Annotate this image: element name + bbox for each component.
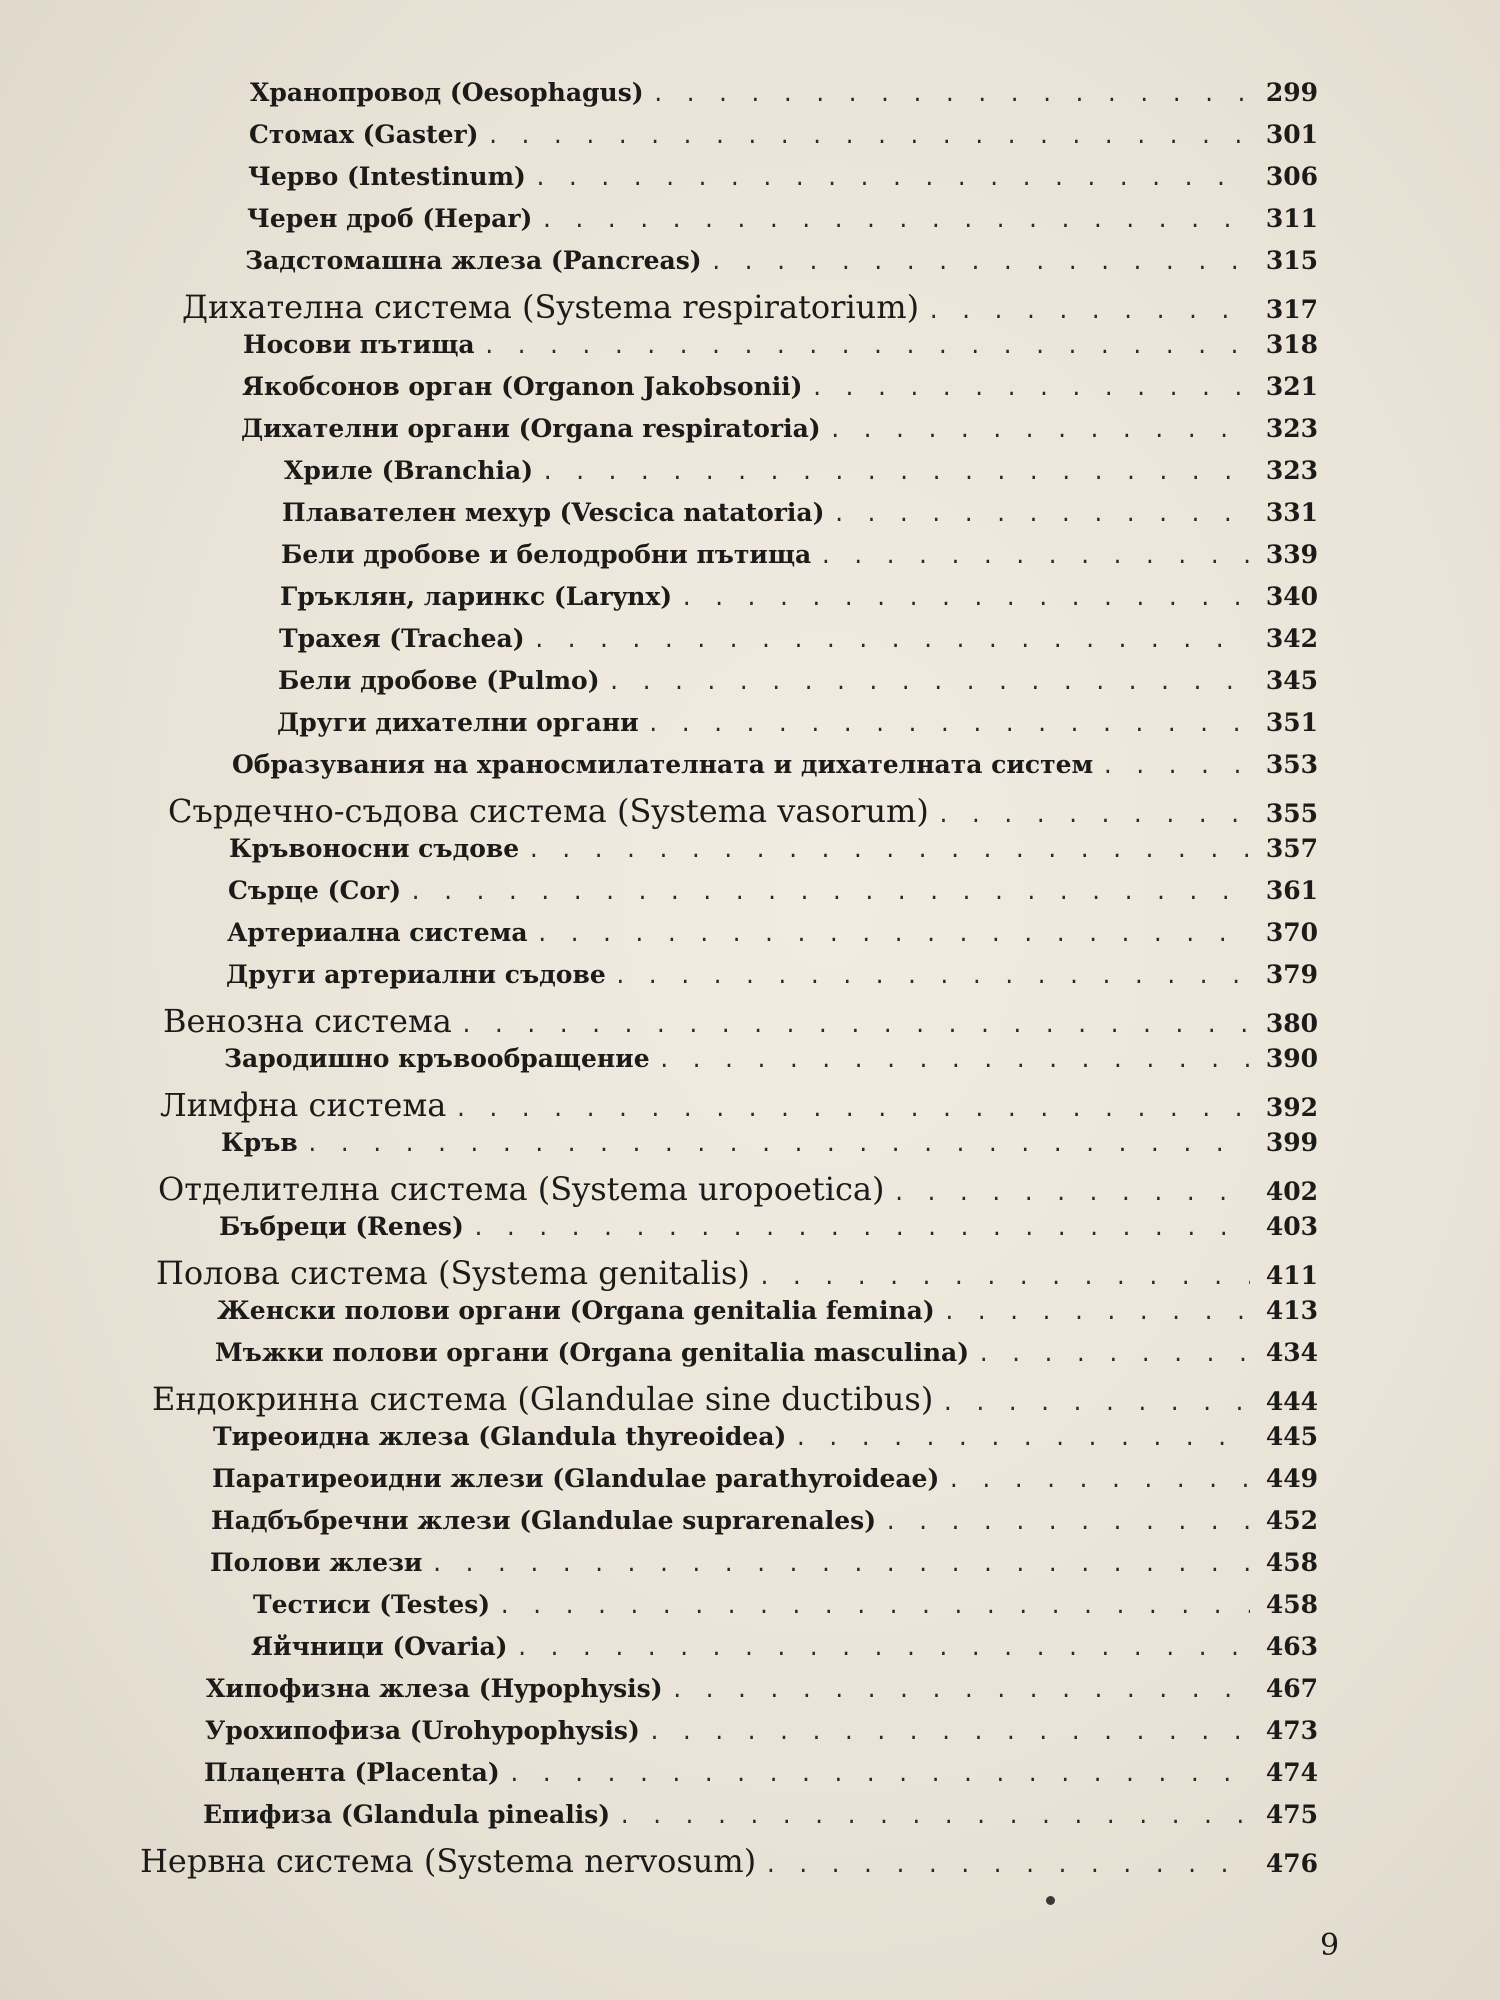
toc-entry xyxy=(0,1380,1318,1422)
dot-leader xyxy=(884,1511,1250,1536)
toc-entry xyxy=(0,1800,1318,1842)
toc-entry-page: 399 xyxy=(1265,1128,1318,1157)
toc-entry xyxy=(0,750,1318,792)
dot-leader xyxy=(648,1721,1250,1746)
toc-entry xyxy=(0,330,1318,372)
toc-entry-page: 351 xyxy=(1265,708,1318,737)
toc-entry-title: Дихателна система (Systema respiratorium) xyxy=(182,288,920,326)
dot-leader xyxy=(536,923,1250,948)
dot-leader xyxy=(819,545,1250,570)
toc-entry-page: 467 xyxy=(1265,1674,1318,1703)
toc-entry-page: 345 xyxy=(1265,666,1318,695)
toc-entry-title: Задстомашна жлеза (Pancreas) xyxy=(245,246,702,275)
toc-entry-page: 370 xyxy=(1265,918,1318,947)
toc-entry-page: 445 xyxy=(1265,1422,1318,1451)
dot-leader xyxy=(498,1595,1250,1620)
toc-entry-page: 476 xyxy=(1265,1849,1318,1878)
toc-entry-page: 315 xyxy=(1265,246,1318,275)
toc-entry-title: Бъбреци (Renes) xyxy=(219,1212,464,1241)
toc-entry xyxy=(0,1590,1318,1632)
toc-entry xyxy=(0,1758,1318,1800)
toc-entry xyxy=(0,1716,1318,1758)
toc-entry xyxy=(0,288,1318,330)
dot-leader xyxy=(832,503,1250,528)
toc-entry-title: Полови жлези xyxy=(210,1548,423,1577)
toc-entry-title: Хипофизна жлеза (Hypophysis) xyxy=(206,1674,663,1703)
toc-entry xyxy=(0,918,1318,960)
toc-entry xyxy=(0,120,1318,162)
toc-entry xyxy=(0,162,1318,204)
toc-entry xyxy=(0,1002,1318,1044)
toc-entry xyxy=(0,708,1318,750)
toc-entry xyxy=(0,582,1318,624)
toc-entry-title: Урохипофиза (Urohypophysis) xyxy=(205,1716,640,1745)
toc-entry-title: Паратиреоидни жлези (Glandulae parathyroideae) xyxy=(212,1464,940,1493)
dot-leader xyxy=(829,419,1250,444)
toc-entry-page: 473 xyxy=(1265,1716,1318,1745)
toc-entry-page: 403 xyxy=(1265,1212,1318,1241)
toc-entry-title: Стомах (Gaster) xyxy=(249,120,479,149)
toc-entry xyxy=(0,1548,1318,1590)
toc-entry xyxy=(0,1296,1318,1338)
toc-entry-page: 444 xyxy=(1265,1387,1318,1416)
toc-entry-page: 402 xyxy=(1265,1177,1318,1206)
dot-leader xyxy=(534,167,1250,192)
toc-entry xyxy=(0,876,1318,918)
toc-entry-page: 434 xyxy=(1265,1338,1318,1367)
toc-entry-page: 392 xyxy=(1265,1093,1318,1122)
dot-leader xyxy=(527,839,1250,864)
toc-entry xyxy=(0,1464,1318,1506)
toc-entry xyxy=(0,1212,1318,1254)
toc-entry-title: Артериална система xyxy=(227,918,528,947)
toc-entry xyxy=(0,204,1318,246)
dot-leader xyxy=(671,1679,1250,1704)
toc-entry-title: Венозна система xyxy=(163,1002,452,1040)
toc-entry-title: Носови пътища xyxy=(243,330,475,359)
dot-leader xyxy=(460,1014,1250,1039)
toc-entry xyxy=(0,1254,1318,1296)
toc-entry-page: 306 xyxy=(1265,162,1318,191)
toc-entry xyxy=(0,414,1318,456)
toc-entry-page: 452 xyxy=(1265,1506,1318,1535)
toc-entry-title: Зародишно кръвообращение xyxy=(224,1044,650,1073)
toc-entry xyxy=(0,792,1318,834)
toc-entry-page: 331 xyxy=(1265,498,1318,527)
dot-leader xyxy=(540,209,1250,234)
toc-entry xyxy=(0,1842,1318,1884)
toc-entry-title: Надбъбречни жлези (Glandulae suprarenales) xyxy=(211,1506,877,1535)
toc-entry xyxy=(0,246,1318,288)
dot-leader xyxy=(758,1266,1250,1291)
toc-entry-title: Гръклян, ларинкс (Larynx) xyxy=(280,582,673,611)
toc-entry-page: 311 xyxy=(1265,204,1318,233)
toc-entry-title: Образувания на храносмилателната и дихателната систем xyxy=(232,750,1094,779)
dot-leader xyxy=(977,1343,1250,1368)
dot-leader xyxy=(794,1427,1250,1452)
toc-entry-page: 323 xyxy=(1265,456,1318,485)
toc-entry-title: Сърдечно-съдова система (Systema vasorum) xyxy=(168,792,929,830)
toc-entry xyxy=(0,1338,1318,1380)
toc-entry-page: 390 xyxy=(1265,1044,1318,1073)
toc-entry-page: 413 xyxy=(1265,1296,1318,1325)
toc-entry-title: Хриле (Branchia) xyxy=(284,456,534,485)
toc-entry xyxy=(0,498,1318,540)
toc-entry-title: Мъжки полови органи (Organa genitalia masculina) xyxy=(215,1338,970,1367)
toc-entry-page: 299 xyxy=(1265,78,1318,107)
toc-entry-page: 317 xyxy=(1265,295,1318,324)
toc-entry-page: 355 xyxy=(1265,799,1318,828)
toc-entry-title: Кръвоносни съдове xyxy=(229,834,520,863)
dot-leader xyxy=(472,1217,1250,1242)
toc-entry-page: 321 xyxy=(1265,372,1318,401)
dot-leader xyxy=(680,587,1250,612)
toc-entry xyxy=(0,1632,1318,1674)
toc-entry xyxy=(0,1044,1318,1086)
dot-leader xyxy=(1101,755,1250,780)
dot-leader xyxy=(764,1854,1250,1879)
toc-entry-title: Отделителна система (Systema uropoetica) xyxy=(158,1170,885,1208)
toc-entry-page: 379 xyxy=(1265,960,1318,989)
dot-leader xyxy=(430,1553,1250,1578)
dot-leader xyxy=(647,713,1250,738)
toc-entry-title: Якобсонов орган (Organon Jakobsonii) xyxy=(242,372,803,401)
toc-entry xyxy=(0,1506,1318,1548)
toc-entry-title: Епифиза (Glandula pinealis) xyxy=(203,1800,611,1829)
toc-entry-page: 380 xyxy=(1265,1009,1318,1038)
toc-entry-title: Ендокринна система (Glandulae sine ductibus) xyxy=(152,1380,934,1418)
dot-leader xyxy=(892,1182,1250,1207)
toc-entry-title: Плавателен мехур (Vescica natatoria) xyxy=(282,498,825,527)
toc-entry-title: Дихателни органи (Organa respiratoria) xyxy=(241,414,821,443)
dot-leader xyxy=(608,671,1250,696)
toc-entry-page: 458 xyxy=(1265,1590,1318,1619)
toc-entry-title: Черен дроб (Hepar) xyxy=(247,204,533,233)
toc-entry-title: Полова система (Systema genitalis) xyxy=(156,1254,750,1292)
toc-entry-page: 463 xyxy=(1265,1632,1318,1661)
toc-entry-page: 301 xyxy=(1265,120,1318,149)
toc-entry-page: 339 xyxy=(1265,540,1318,569)
toc-entry-title: Плацента (Placenta) xyxy=(204,1758,500,1787)
toc-entry-title: Сърце (Cor) xyxy=(228,876,402,905)
toc-entry-title: Други дихателни органи xyxy=(277,708,639,737)
toc-entry-page: 318 xyxy=(1265,330,1318,359)
toc-entry xyxy=(0,960,1318,1002)
toc-entry-title: Лимфна система xyxy=(160,1086,447,1124)
toc-entry-page: 361 xyxy=(1265,876,1318,905)
dot-leader xyxy=(652,83,1250,108)
dot-leader xyxy=(508,1763,1250,1788)
dot-leader xyxy=(409,881,1250,906)
toc-entry xyxy=(0,1128,1318,1170)
toc-entry-page: 475 xyxy=(1265,1800,1318,1829)
toc-entry-page: 458 xyxy=(1265,1548,1318,1577)
toc-entry-title: Бели дробове (Pulmo) xyxy=(278,666,600,695)
toc-entry xyxy=(0,78,1318,120)
toc-entry xyxy=(0,1170,1318,1212)
toc-entry-title: Нервна система (Systema nervosum) xyxy=(140,1842,757,1880)
toc-entry-title: Черво (Intestinum) xyxy=(248,162,526,191)
dot-leader xyxy=(454,1098,1250,1123)
toc-entry xyxy=(0,540,1318,582)
dot-leader xyxy=(533,629,1250,654)
dot-leader xyxy=(710,251,1250,276)
toc-entry xyxy=(0,624,1318,666)
dot-leader xyxy=(515,1637,1250,1662)
ink-dot xyxy=(1046,1896,1055,1905)
toc-entry xyxy=(0,834,1318,876)
toc-entry-title: Яйчници (Ovaria) xyxy=(251,1632,508,1661)
toc-entry xyxy=(0,372,1318,414)
toc-entry-title: Други артериални съдове xyxy=(226,960,606,989)
toc-entry-title: Трахея (Trachea) xyxy=(279,624,525,653)
dot-leader xyxy=(941,1392,1250,1417)
table-of-contents xyxy=(0,78,1500,1884)
dot-leader xyxy=(811,377,1250,402)
toc-entry-page: 474 xyxy=(1265,1758,1318,1787)
dot-leader xyxy=(483,335,1250,360)
dot-leader xyxy=(943,1301,1250,1326)
dot-leader xyxy=(947,1469,1250,1494)
dot-leader xyxy=(541,461,1250,486)
dot-leader xyxy=(487,125,1251,150)
toc-entry-title: Хранопровод (Oesophagus) xyxy=(250,78,644,107)
toc-entry xyxy=(0,666,1318,708)
toc-entry-title: Женски полови органи (Organa genitalia femina) xyxy=(217,1296,935,1325)
toc-entry-title: Кръв xyxy=(221,1128,298,1157)
dot-leader xyxy=(937,804,1250,829)
toc-entry-title: Тестиси (Testes) xyxy=(253,1590,491,1619)
page-folio-number: 9 xyxy=(1320,1928,1340,1963)
dot-leader xyxy=(658,1049,1250,1074)
toc-entry-page: 323 xyxy=(1265,414,1318,443)
dot-leader xyxy=(927,300,1250,325)
toc-entry-page: 357 xyxy=(1265,834,1318,863)
toc-entry-page: 353 xyxy=(1265,750,1318,779)
dot-leader xyxy=(306,1133,1250,1158)
toc-entry-page: 342 xyxy=(1265,624,1318,653)
toc-entry-page: 411 xyxy=(1265,1261,1318,1290)
toc-entry-title: Тиреоидна жлеза (Glandula thyreoidea) xyxy=(213,1422,787,1451)
dot-leader xyxy=(614,965,1250,990)
toc-entry-page: 449 xyxy=(1265,1464,1318,1493)
toc-entry-page: 340 xyxy=(1265,582,1318,611)
dot-leader xyxy=(618,1805,1250,1830)
toc-entry-title: Бели дробове и белодробни пътища xyxy=(281,540,812,569)
toc-entry xyxy=(0,1086,1318,1128)
toc-entry xyxy=(0,456,1318,498)
toc-entry xyxy=(0,1422,1318,1464)
toc-entry xyxy=(0,1674,1318,1716)
